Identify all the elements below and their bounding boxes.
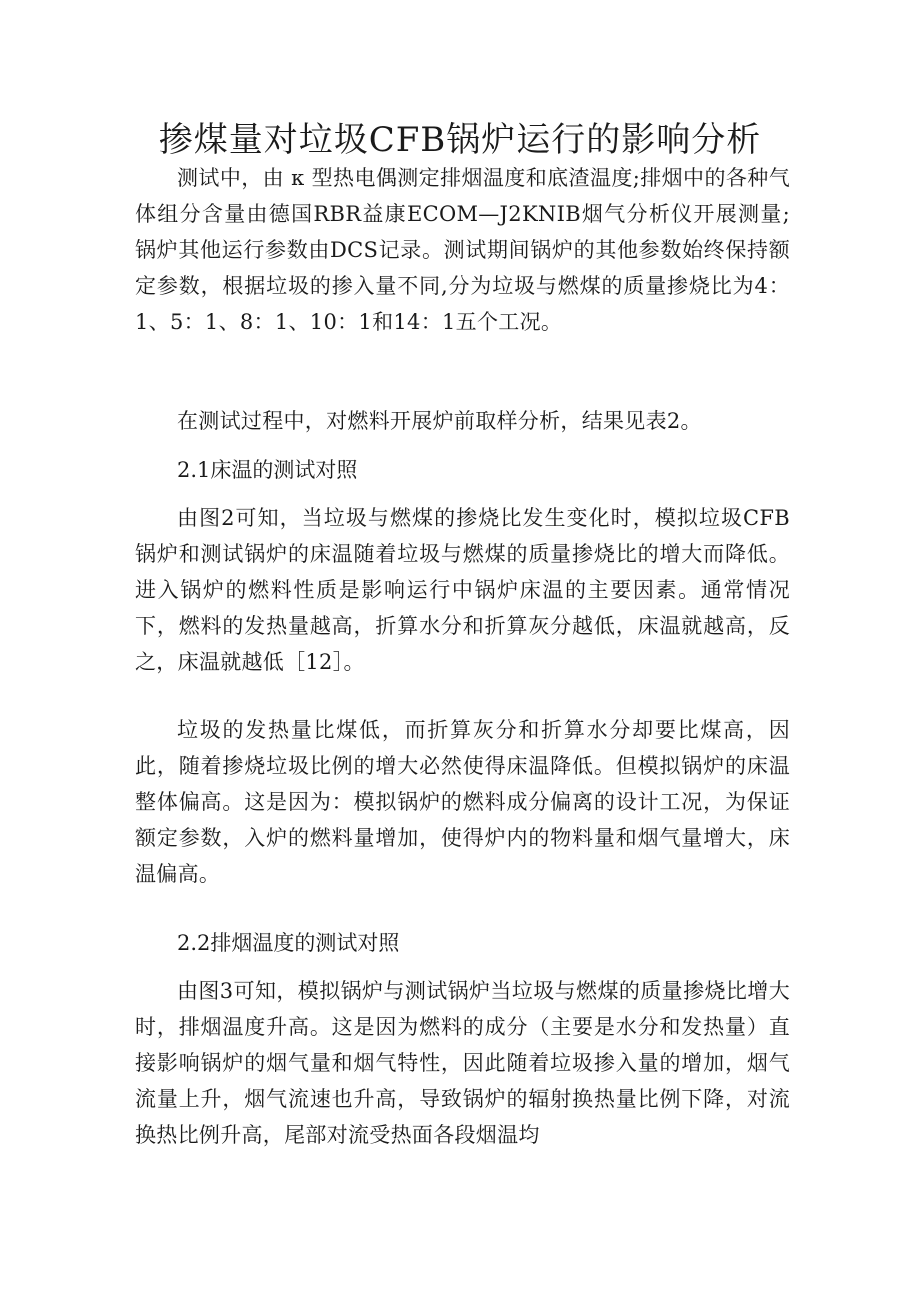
paragraph-exhaust-temperature-analysis: 由图3可知，模拟锅炉与测试锅炉当垃圾与燃煤的质量掺烧比增大时，排烟温度升高。这是因为燃料的成分（主要是水分和发热量）直接影响锅炉的烟气量和烟气特性，因此随着垃圾掺入量的增加，烟气流量上升，烟气流速也升高，导致锅炉的辐射换热量比例下降，对流换热比例升高，尾部对流受热面各段烟温均 [135,979,790,1147]
paragraph-bed-temperature-reason: 垃圾的发热量比煤低，而折算灰分和折算水分却要比煤高，因此，随着掺烧垃圾比例的增大必然使得床温降低。但模拟锅炉的床温整体偏高。这是因为：模拟锅炉的燃料成分偏离的设计工况，为保证额定参数，入炉的燃料量增加，使得炉内的物料量和烟气量增大，床温偏高。 [135,718,790,886]
section-heading-exhaust-temperature: 2.2排烟温度的测试对照 [177,931,400,955]
paragraph-test-method: 测试中，由 κ 型热电偶测定排烟温度和底渣温度;排烟中的各种气体组分含量由德国RBR益康ECOM—J2KNIB烟气分析仪开展测量;锅炉其他运行参数由DCS记录。测试期间锅炉的其他参数始终保持额定参数，根据垃圾的掺入量不同,分为垃圾与燃煤的质量掺烧比为4：1、5：1、8：1、10：1和14：1五个工况。 [135,166,790,334]
section-heading-bed-temperature: 2.1床温的测试对照 [177,458,358,482]
paragraph-sampling: 在测试过程中，对燃料开展炉前取样分析，结果见表2。 [177,409,702,433]
document-title: 掺煤量对垃圾CFB锅炉运行的影响分析 [158,120,762,160]
paragraph-bed-temperature-analysis: 由图2可知，当垃圾与燃煤的掺烧比发生变化时，模拟垃圾CFB锅炉和测试锅炉的床温随着垃圾与燃煤的质量掺烧比的增大而降低。进入锅炉的燃料性质是影响运行中锅炉床温的主要因素。通常情况下，燃料的发热量越高，折算水分和折算灰分越低，床温就越高，反之，床温就越低［12］。 [135,506,790,674]
